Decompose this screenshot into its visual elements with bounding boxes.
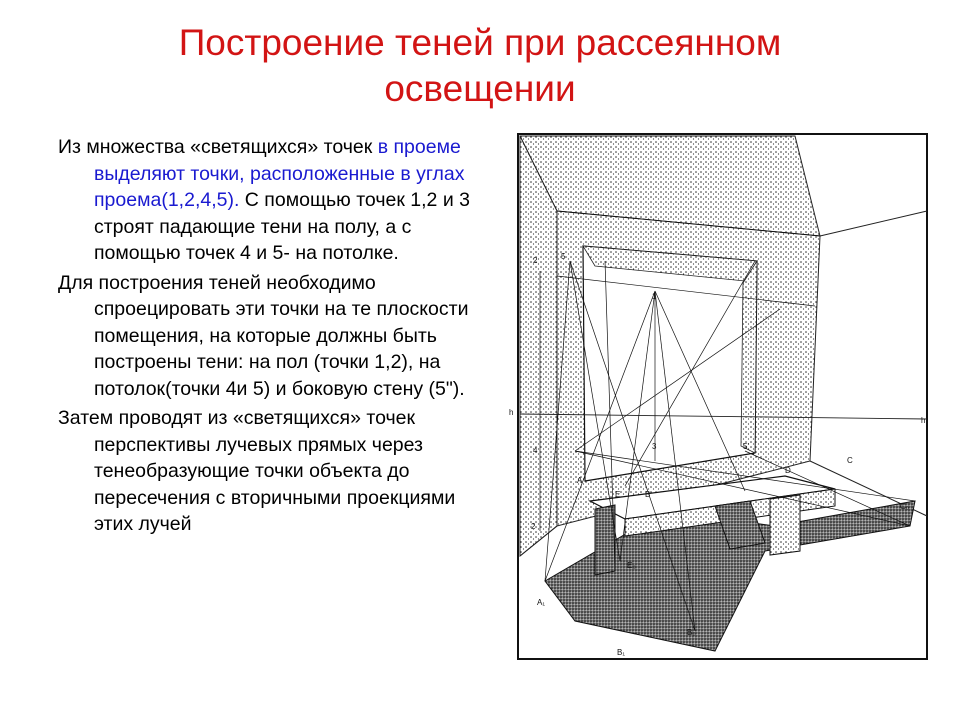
window-opening bbox=[583, 246, 757, 481]
label-5: 5 bbox=[561, 252, 566, 261]
label-a1: A₁ bbox=[537, 598, 546, 607]
table-leg-right bbox=[770, 495, 800, 555]
table-leg-left bbox=[595, 505, 615, 575]
drawing-svg bbox=[509, 131, 930, 662]
paragraph-1 bbox=[58, 134, 478, 267]
label-a: A bbox=[577, 476, 583, 485]
label-4: 4 bbox=[533, 446, 538, 455]
label-3: 3 bbox=[652, 442, 657, 451]
left-wall bbox=[520, 136, 557, 556]
title-line-2: освещении bbox=[384, 68, 576, 109]
label-b0: B₀ bbox=[687, 628, 696, 637]
window-side-reveal bbox=[741, 261, 757, 453]
label-e: E bbox=[615, 490, 621, 499]
label-c: C bbox=[847, 456, 853, 465]
label-b1: B₁ bbox=[617, 648, 626, 657]
paragraph-1-text: Из множества «светящихся» точек bbox=[58, 136, 378, 158]
label-1: 1 bbox=[652, 292, 657, 301]
label-2b: 2 bbox=[531, 522, 536, 531]
label-d: D bbox=[785, 466, 791, 475]
paragraph-1-rest: С помощью точек 1,2 и 3 строят падающие тени на полу, а с помощью точек 4 и 5- на потолке. bbox=[94, 189, 470, 264]
text-body bbox=[58, 134, 478, 541]
label-c0: C₀ bbox=[900, 502, 910, 511]
title-line-1: Построение теней при рассеянном bbox=[178, 22, 782, 63]
label-h-right: h bbox=[921, 416, 926, 425]
paragraph-3: Затем проводят из «светящихся» точек перспективы лучевых прямых через тенеобразующие точки объекта до пересечения с вторичными проекциями этих лучей bbox=[58, 407, 456, 535]
slide-title bbox=[70, 20, 890, 112]
label-5-prime: 5' bbox=[743, 442, 749, 451]
label-b: B bbox=[645, 490, 651, 499]
label-e0: E₀ bbox=[627, 561, 636, 570]
paragraph-1-highlight: в проеме выделяют точки, расположенные в углах проема(1,2,4,5). bbox=[94, 136, 465, 211]
label-h-left: h bbox=[509, 408, 514, 417]
paragraph-2: Для построения теней необходимо спроецировать эти точки на те плоскости помещения, на которые должны быть построены тени: на пол (точки 1,2), на потолок(точки 4и 5) и боковую стену (5"). bbox=[58, 271, 469, 400]
perspective-shadow-drawing bbox=[509, 131, 930, 662]
label-2: 2 bbox=[533, 256, 538, 265]
